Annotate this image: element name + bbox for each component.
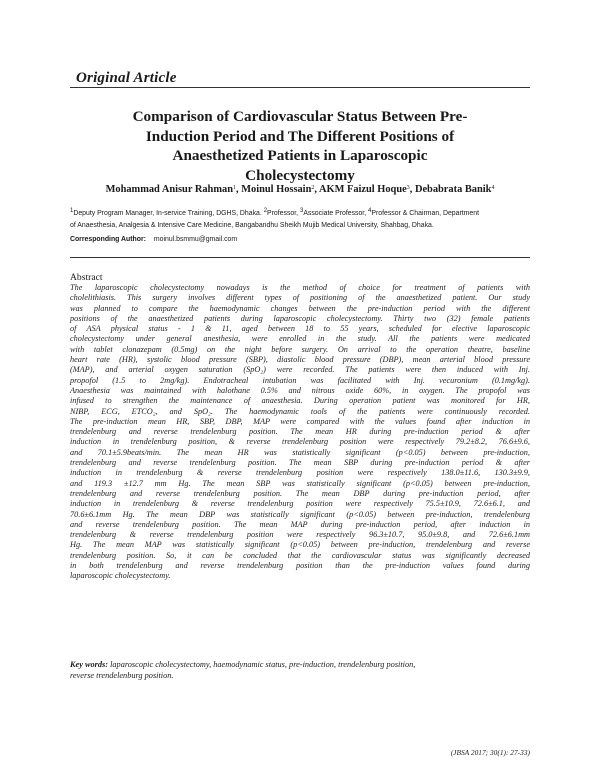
section-rule xyxy=(70,87,530,88)
author-sup: 4 xyxy=(491,185,495,191)
abstract-line: infused to strengthen the maintenance of anaesthesia. During operation patient was monitored for HR, xyxy=(70,396,530,406)
abstract-line: heart rate (HR), systolic blood pressure (SBP), diastolic blood pressure (DBP), mean arterial blood pressure xyxy=(70,355,530,365)
affil-sup: 4 xyxy=(368,208,372,214)
abstract-line: Anaesthesia was maintained with halothane 0.5% and nitrous oxide 60%, in oxygen. The propofol was xyxy=(70,385,530,395)
author-name: Debabrata Banik xyxy=(414,184,492,195)
keywords xyxy=(70,660,530,682)
affil-sup: 1 xyxy=(70,208,74,214)
corresponding-label: Corresponding Author: xyxy=(70,236,146,243)
keywords-line xyxy=(70,660,530,671)
abstract-line: induction in trendelenburg position, & reverse trendelenburg position were respectively 79.2±8.2, 76.6±9.6, xyxy=(70,437,530,447)
title-line: Induction Period and The Different Positions of xyxy=(145,127,455,145)
abstract-heading: Abstract xyxy=(70,272,103,283)
corresponding-author xyxy=(70,236,530,243)
abstract-line: induction in trendelenburg & reverse trendelenburg position were respectively 75.5±10.9, 72.6±6.1, and xyxy=(70,499,530,509)
article-title xyxy=(70,107,530,185)
article-type-band xyxy=(70,68,530,90)
abstract-line: trendelenburg position. So, it can be concluded that the cardiovascular status was significantly decreased xyxy=(70,550,530,560)
abstract-line: in both trendelenburg and reverse trendelenburg position than the pre-induction values found during xyxy=(70,561,530,571)
header-divider xyxy=(70,257,530,258)
abstract-line: laparoscopic cholecystectomy. xyxy=(70,571,171,581)
author-sup: 2 xyxy=(311,185,315,191)
affiliation-line: of Anaesthesia, Analgesia & Intensive Care Medicine, Bangabandhu Sheikh Mujib Medical University, Shahbag, Dhaka. xyxy=(70,221,434,229)
abstract-line: and 70.1±5.9beats/min. The mean HR was statistically significant (p<0.05) between pre-induction, xyxy=(70,447,530,457)
title-line: Comparison of Cardiovascular Status Between Pre- xyxy=(132,108,468,125)
author-sup: 3 xyxy=(406,185,410,191)
abstract-line: trendelenburg & reverse trendelenburg position were respectively 96.3±10.7, 95.0±9.8, and 72.6±6.1mm xyxy=(70,530,530,540)
abstract-line: trendelenburg and reverse trendelenburg position. The mean SBP during pre-induction period & after xyxy=(70,458,530,468)
author-sup: 1 xyxy=(232,185,236,191)
affil-text: Professor, xyxy=(267,210,300,217)
abstract-line: The pre-induction mean HR, SBP, DBP, MAP were compared with the values found after induction in xyxy=(70,416,530,426)
abstract-line: with tablet clonazepam (0.5mg) on the night before surgery. On arrival to the operation theatre, baseline xyxy=(70,344,530,354)
corresponding-email[interactable]: moinul.bsmmu@gmail.com xyxy=(153,236,238,243)
title-line: Cholecystectomy xyxy=(245,166,355,184)
abstract-line: trendelenburg and reverse trendelenburg position. The mean HR during pre-induction period & after xyxy=(70,427,530,437)
abstract-body xyxy=(70,283,530,582)
abstract-line: trendelenburg and reverse trendelenburg position. The mean DBP during pre-induction period, after xyxy=(70,488,530,498)
keywords-line: reverse trendelenburg position. xyxy=(70,670,174,680)
affil-text: Professor & Chairman, Department xyxy=(371,210,480,217)
journal-citation: (JBSA 2017; 30(1): 27-33) xyxy=(450,748,530,757)
affil-text: Associate Professor, xyxy=(303,210,369,217)
abstract-line: 70.6±6.1mm Hg. The mean DBP was statistically significant (p<0.05) between pre-induction, trendelenburg xyxy=(70,509,530,519)
keywords-text: laparoscopic cholecystectomy, haemodynamic status, pre-induction, trendelenburg position, xyxy=(108,660,416,669)
author-name: Mohammad Anisur Rahman xyxy=(105,184,233,195)
affiliation-line xyxy=(70,206,530,220)
abstract-line: and 119.3 ±12.7 mm Hg. The mean SBP was statistically significant (p<0.05) between pre-induction, xyxy=(70,478,530,488)
abstract-line: cholelithiasis. This surgery involves different types of positioning of the anaesthetized patient. Our study xyxy=(70,293,530,303)
abstract-line: Hg. The mean MAP was statistically significant (p<0.05) between pre-induction, trendelenburg and reverse xyxy=(70,540,530,550)
abstract-line: induction in trendelenburg & reverse trendelenburg position were respectively 138.0±11.6, 130.3±9.9, xyxy=(70,468,530,478)
affiliations xyxy=(70,206,530,231)
abstract-line: propofol (1.5 to 2mg/kg). Endotracheal intubation was facilitated with Inj. vecuronium (0.1mg/kg). xyxy=(70,375,530,385)
abstract-line: NIBP, ECG, ETCO₂, and SpO₂. The haemodynamic tools of the patients were continuously recorded. xyxy=(70,406,530,416)
author-name: AKM Faizul Hoque xyxy=(318,184,407,195)
abstract-line: positions of the anaesthetized patients during laparoscopic cholecystectomy. Thirty two (32) female patients xyxy=(70,313,530,323)
abstract-line: was planned to compare the haemodynamic changes between the pre-induction period with the different xyxy=(70,303,530,313)
affil-text: Deputy Program Manager, In-service Training, DGHS, Dhaka. xyxy=(73,210,264,217)
affil-sup: 2 xyxy=(263,208,268,214)
abstract-line: cholecystectomy under general anesthesia, were enrolled in the study. All the patients were medicated xyxy=(70,334,530,344)
abstract-line: (MAP), and arterial oxygen saturation (SpO₂) were recorded. The patients were then induced with Inj. xyxy=(70,365,530,375)
article-type-label: Original Article xyxy=(76,70,177,86)
affil-sup: 3 xyxy=(299,208,304,214)
abstract-line: The laparoscopic cholecystectomy nowadays is the method of choice for treatment of patients with xyxy=(70,283,530,292)
title-line: Anaesthetized Patients in Laparoscopic xyxy=(172,147,428,164)
abstract-line: of ASA physical status - 1 & 11, aged between 18 to 55 years, scheduled for elective laparoscopic xyxy=(70,324,530,334)
abstract-line: and reverse trendelenburg position. The mean MAP during pre-induction period, after induction in xyxy=(70,519,530,529)
author-name: Moinul Hossain xyxy=(241,184,312,195)
keywords-label: Key words: xyxy=(70,660,109,669)
author-list: Mohammad Anisur Rahman$^1$, Moinul Hossain$^2$, AKM Faizul Hoque$^3$, Debabrata Banik$^4$ xyxy=(105,184,495,195)
